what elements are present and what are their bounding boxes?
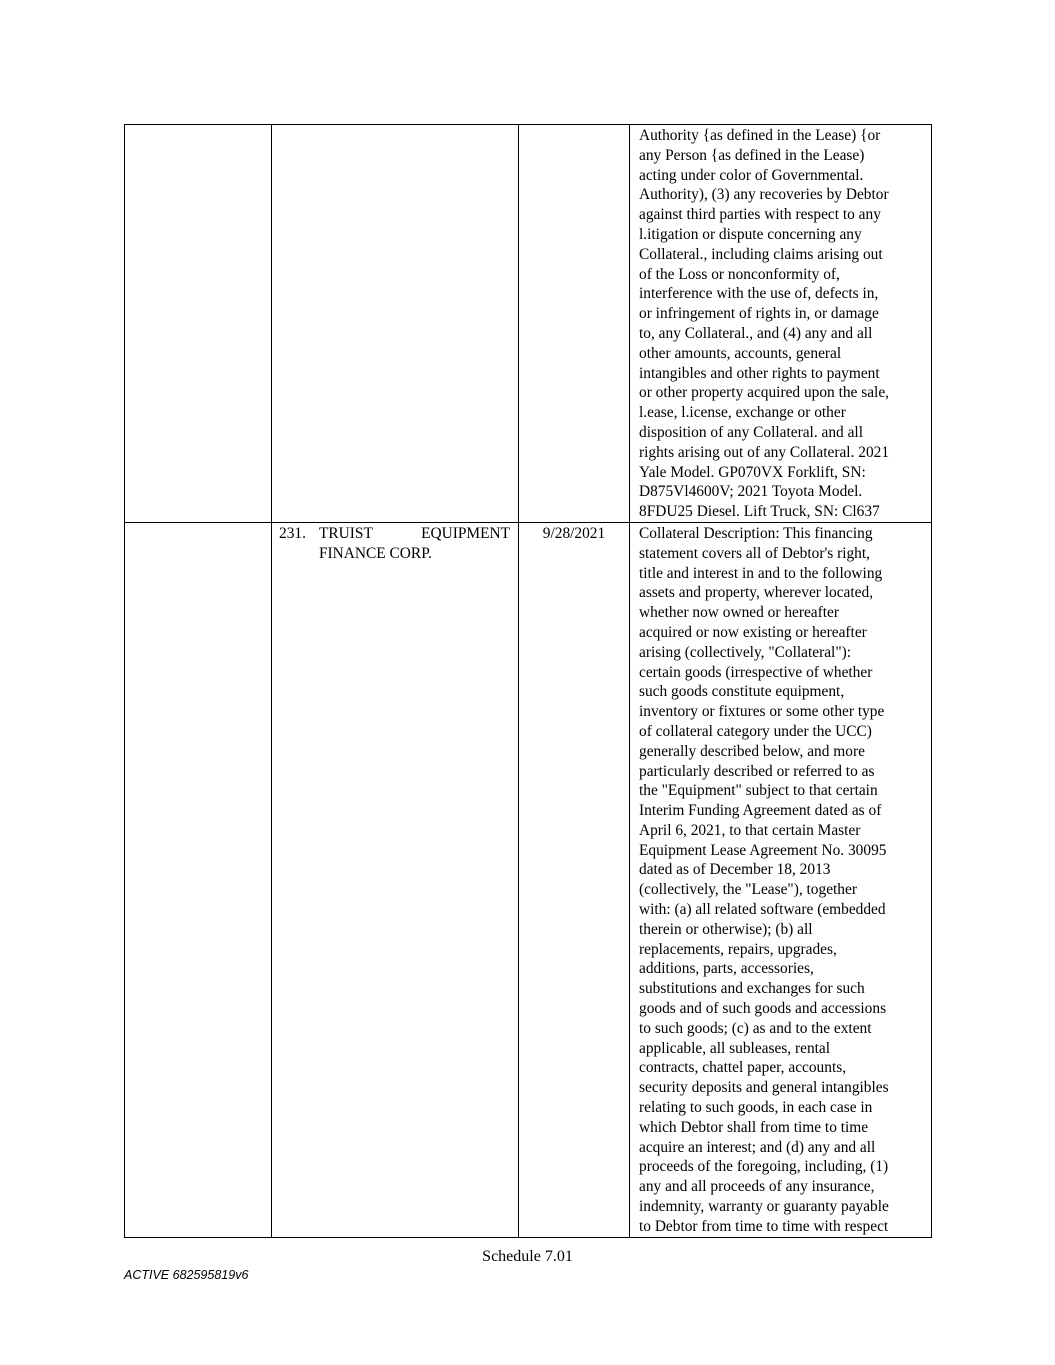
- document-id: ACTIVE 682595819v6: [124, 1268, 249, 1282]
- table-row: [125, 125, 932, 523]
- filing-date-cell: [519, 522, 630, 1237]
- debtor-cell: [125, 125, 272, 523]
- collateral-description: Collateral Description: This financing statement covers all of Debtor's right, title and interest in and to the following assets and property, wherever located, whether now owned or hereafter acquired or now existing or hereafter arising (collectively, "Collateral"): certain goods (irrespective of whether such goods constitute equipment, inventory or fixtures or some other type of collateral category under the UCC) generally described below, and more particularly described or referred to as the "Equipment" subject to that certain Interim Funding Agreement dated as of April 6, 2021, to that certain Master Equipment Lease Agreement No. 30095 dated as of December 18, 2013 (collectively, the "Lease"), together with: (a) all related software (embedded therein or otherwise); (b) all replacements, repairs, upgrades, additions, parts, accessories, substitutions and exchanges for such goods and of such goods and accessions to such goods; (c) as and to the extent applicable, all subleases, rental contracts, chattel paper, accounts, security deposits and general intangibles relating to such goods, in each case in which Debtor shall from time to time acquire an interest; and (d) any and all proceeds of the foregoing, including, (1) any and all proceeds of any insurance, indemnity, warranty or guaranty payable to Debtor from time to time with respect: [639, 524, 889, 1235]
- filing-date: [519, 125, 629, 126]
- secured-party-name-part: TRUIST: [319, 524, 373, 542]
- secured-party-cell: [272, 125, 519, 523]
- collateral-description-cell: [630, 522, 932, 1237]
- secured-party-name-part: EQUIPMENT: [421, 524, 510, 542]
- table-row: [125, 522, 932, 1237]
- filing-date-cell: [519, 125, 630, 523]
- page-label: Schedule 7.01: [482, 1248, 573, 1265]
- secured-party-cell: [272, 522, 519, 1237]
- debtor-cell: [125, 522, 272, 1237]
- entry-number: 231.: [279, 524, 306, 542]
- collateral-description-cell: [630, 125, 932, 523]
- schedule-table: [124, 124, 932, 1238]
- secured-party-name-part: FINANCE CORP.: [319, 544, 432, 562]
- filing-date: 9/28/2021: [542, 524, 606, 542]
- collateral-description: Authority {as defined in the Lease) {or any Person {as defined in the Lease) acting under color of Governmental. Authority), (3) any recoveries by Debtor against third parties with respect to any l.itigation or dispute concerning any Collateral., including claims arising out of the Loss or nonconformity of, interference with the use of, defects in, or infringement of rights in, or damage to, any Collateral., and (4) any and all other amounts, accounts, general intangibles and other rights to payment or other property acquired upon the sale, l.ease, l.icense, exchange or other disposition of any Collateral. and all rights arising out of any Collateral. 2021 Yale Model. GP070VX Forklift, SN: D875Vl4600V; 2021 Toyota Model. 8FDU25 Diesel. Lift Truck, SN: Cl637: [639, 127, 890, 521]
